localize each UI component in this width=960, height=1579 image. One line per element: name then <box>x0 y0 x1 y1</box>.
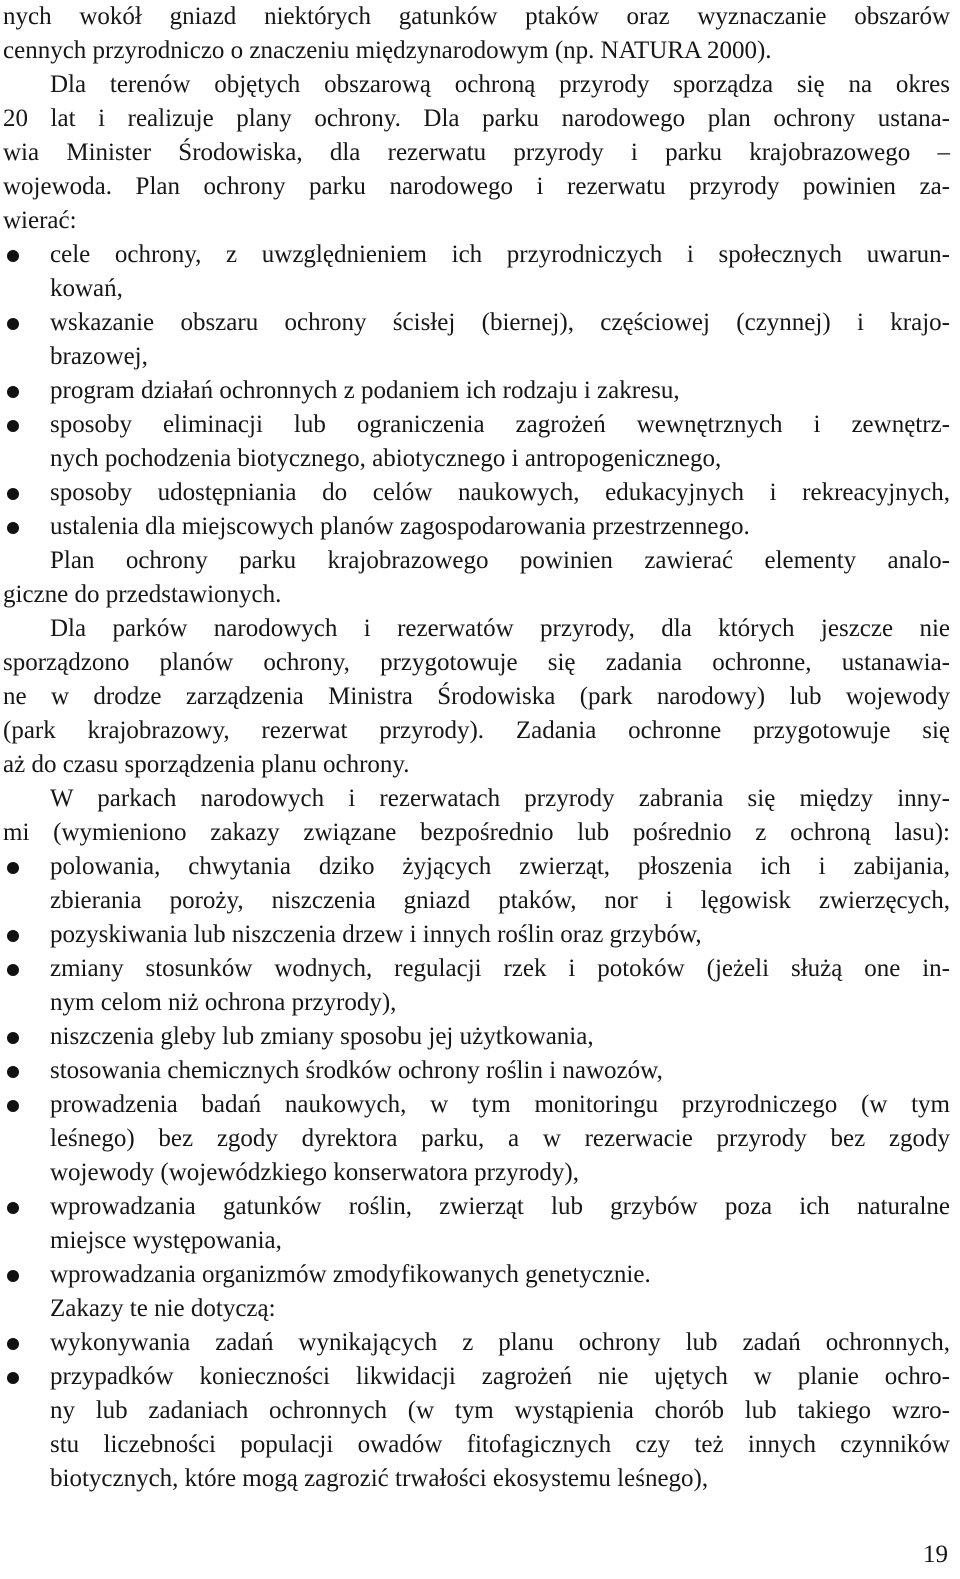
list-item <box>3 1326 950 1360</box>
line-text: W parkach narodowych i rezerwatach przyrody zabrania się między inny- <box>50 785 950 812</box>
bullet-icon <box>7 250 19 262</box>
paragraph-start-line <box>3 1292 950 1326</box>
line-text: brazowej, <box>50 343 148 370</box>
bullet-icon <box>7 964 19 976</box>
bullet-icon <box>7 420 19 432</box>
line-text: (park krajobrazowy, rezerwat przyrody). Zadania ochronne przygotowuje się <box>3 717 950 744</box>
line-text: sposoby eliminacji lub ograniczenia zagrożeń wewnętrznych i zewnętrz- <box>50 411 950 438</box>
bullet-icon <box>7 1100 19 1112</box>
bullet-icon <box>7 386 19 398</box>
line-text: program działań ochronnych z podaniem ich rodzaju i zakresu, <box>50 377 680 404</box>
list-item <box>3 1190 950 1224</box>
line-text: sposoby udostępniania do celów naukowych, edukacyjnych i rekreacyjnych, <box>50 479 950 506</box>
line-text: giczne do przedstawionych. <box>3 581 282 608</box>
list-item <box>3 374 950 408</box>
text-line <box>3 0 950 34</box>
line-text: sporządzono planów ochrony, przygotowuje się zadania ochronne, ustanawia- <box>3 649 950 676</box>
list-item-continuation <box>3 340 950 374</box>
text-line <box>3 136 950 170</box>
line-text: 20 lat i realizuje plany ochrony. Dla parku narodowego plan ochrony ustana- <box>3 105 950 132</box>
page-number: 19 <box>923 1541 948 1568</box>
bullet-icon <box>7 1372 19 1384</box>
line-text: biotycznych, które mogą zagrozić trwałości ekosystemu leśnego), <box>50 1465 709 1492</box>
list-item <box>3 850 950 884</box>
list-item-continuation <box>3 1224 950 1258</box>
list-item-continuation <box>3 1428 950 1462</box>
list-item-continuation <box>3 1156 950 1190</box>
bullet-icon <box>7 318 19 330</box>
bullet-icon <box>7 1032 19 1044</box>
list-item <box>3 306 950 340</box>
line-text: kowań, <box>50 275 123 302</box>
list-item <box>3 476 950 510</box>
line-text: ne w drodze zarządzenia Ministra Środowiska (park narodowy) lub wojewody <box>3 683 950 710</box>
list-item <box>3 238 950 272</box>
line-text: nym celom niż ochrona przyrody), <box>50 989 397 1016</box>
line-text: wojewody (wojewódzkiego konserwatora przyrody), <box>50 1159 580 1186</box>
line-text: pozyskiwania lub niszczenia drzew i innych roślin oraz grzybów, <box>50 921 702 948</box>
bullet-icon <box>7 1066 19 1078</box>
line-text: miejsce występowania, <box>50 1227 282 1254</box>
text-line <box>3 204 950 238</box>
list-item-continuation <box>3 884 950 918</box>
list-item <box>3 952 950 986</box>
line-text: wprowadzania organizmów zmodyfikowanych genetycznie. <box>50 1261 651 1288</box>
line-text: Dla terenów objętych obszarową ochroną przyrody sporządza się na okres <box>50 71 950 98</box>
bullet-icon <box>7 1202 19 1214</box>
bullet-icon <box>7 1338 19 1350</box>
text-line <box>3 102 950 136</box>
line-text: ustalenia dla miejscowych planów zagospodarowania przestrzennego. <box>50 513 750 540</box>
line-text: leśnego) bez zgody dyrektora parku, a w rezerwacie przyrody bez zgody <box>50 1125 950 1152</box>
paragraph-start-line <box>3 782 950 816</box>
list-item-continuation <box>3 1462 950 1496</box>
text-line <box>3 578 950 612</box>
bullet-icon <box>7 488 19 500</box>
text-line <box>3 646 950 680</box>
line-text: zbierania poroży, niszczenia gniazd ptaków, nor i lęgowisk zwierzęcych, <box>50 887 950 914</box>
line-text: przypadków konieczności likwidacji zagrożeń nie ujętych w planie ochro- <box>50 1363 950 1390</box>
list-item-continuation <box>3 986 950 1020</box>
list-item <box>3 1360 950 1394</box>
line-text: wykonywania zadań wynikających z planu ochrony lub zadań ochronnych, <box>50 1329 950 1356</box>
list-item <box>3 408 950 442</box>
line-text: wierać: <box>3 207 77 234</box>
text-line <box>3 714 950 748</box>
text-line <box>3 748 950 782</box>
text-line <box>3 170 950 204</box>
line-text: wprowadzania gatunków roślin, zwierząt lub grzybów poza ich naturalne <box>50 1193 950 1220</box>
line-text: prowadzenia badań naukowych, w tym monitoringu przyrodniczego (w tym <box>50 1091 950 1118</box>
list-item <box>3 1088 950 1122</box>
line-text: cennych przyrodniczo o znaczeniu międzynarodowym (np. NATURA 2000). <box>3 37 772 64</box>
line-text: ny lub zadaniach ochronnych (w tym wystąpienia chorób lub takiego wzro- <box>50 1397 950 1424</box>
line-text: nych pochodzenia biotycznego, abiotycznego i antropogenicznego, <box>50 445 722 472</box>
bullet-icon <box>7 862 19 874</box>
line-text: zmiany stosunków wodnych, regulacji rzek i potoków (jeżeli służą one in- <box>50 955 950 982</box>
line-text: polowania, chwytania dziko żyjących zwierząt, płoszenia ich i zabijania, <box>50 853 950 880</box>
line-text: wskazanie obszaru ochrony ścisłej (biernej), częściowej (czynnej) i krajo- <box>50 309 950 336</box>
line-text: cele ochrony, z uwzględnieniem ich przyrodniczych i społecznych uwarun- <box>50 241 950 268</box>
line-text: wojewoda. Plan ochrony parku narodowego i rezerwatu przyrody powinien za- <box>3 173 950 200</box>
line-text: Dla parków narodowych i rezerwatów przyrody, dla których jeszcze nie <box>50 615 950 642</box>
list-item-continuation <box>3 272 950 306</box>
paragraph-start-line <box>3 68 950 102</box>
list-item-continuation <box>3 1394 950 1428</box>
list-item <box>3 510 950 544</box>
text-line <box>3 680 950 714</box>
text-line <box>3 816 950 850</box>
list-item-continuation <box>3 442 950 476</box>
line-text: stosowania chemicznych środków ochrony roślin i nawozów, <box>50 1057 663 1084</box>
paragraph-start-line <box>3 612 950 646</box>
document-page <box>3 0 950 1496</box>
list-item <box>3 1020 950 1054</box>
line-text: Zakazy te nie dotyczą: <box>50 1295 276 1322</box>
list-item <box>3 1258 950 1292</box>
line-text: aż do czasu sporządzenia planu ochrony. <box>3 751 410 778</box>
paragraph-start-line <box>3 544 950 578</box>
list-item-continuation <box>3 1122 950 1156</box>
line-text: mi (wymieniono zakazy związane bezpośrednio lub pośrednio z ochroną lasu): <box>3 819 950 846</box>
list-item <box>3 1054 950 1088</box>
line-text: wia Minister Środowiska, dla rezerwatu przyrody i parku krajobrazowego – <box>3 139 950 166</box>
line-text: niszczenia gleby lub zmiany sposobu jej użytkowania, <box>50 1023 594 1050</box>
line-text: Plan ochrony parku krajobrazowego powinien zawierać elementy analo- <box>50 547 950 574</box>
bullet-icon <box>7 930 19 942</box>
text-line <box>3 34 950 68</box>
list-item <box>3 918 950 952</box>
line-text: stu liczebności populacji owadów fitofagicznych czy też innych czynników <box>50 1431 950 1458</box>
line-text: nych wokół gniazd niektórych gatunków ptaków oraz wyznaczanie obszarów <box>3 3 950 30</box>
bullet-icon <box>7 1270 19 1282</box>
bullet-icon <box>7 522 19 534</box>
